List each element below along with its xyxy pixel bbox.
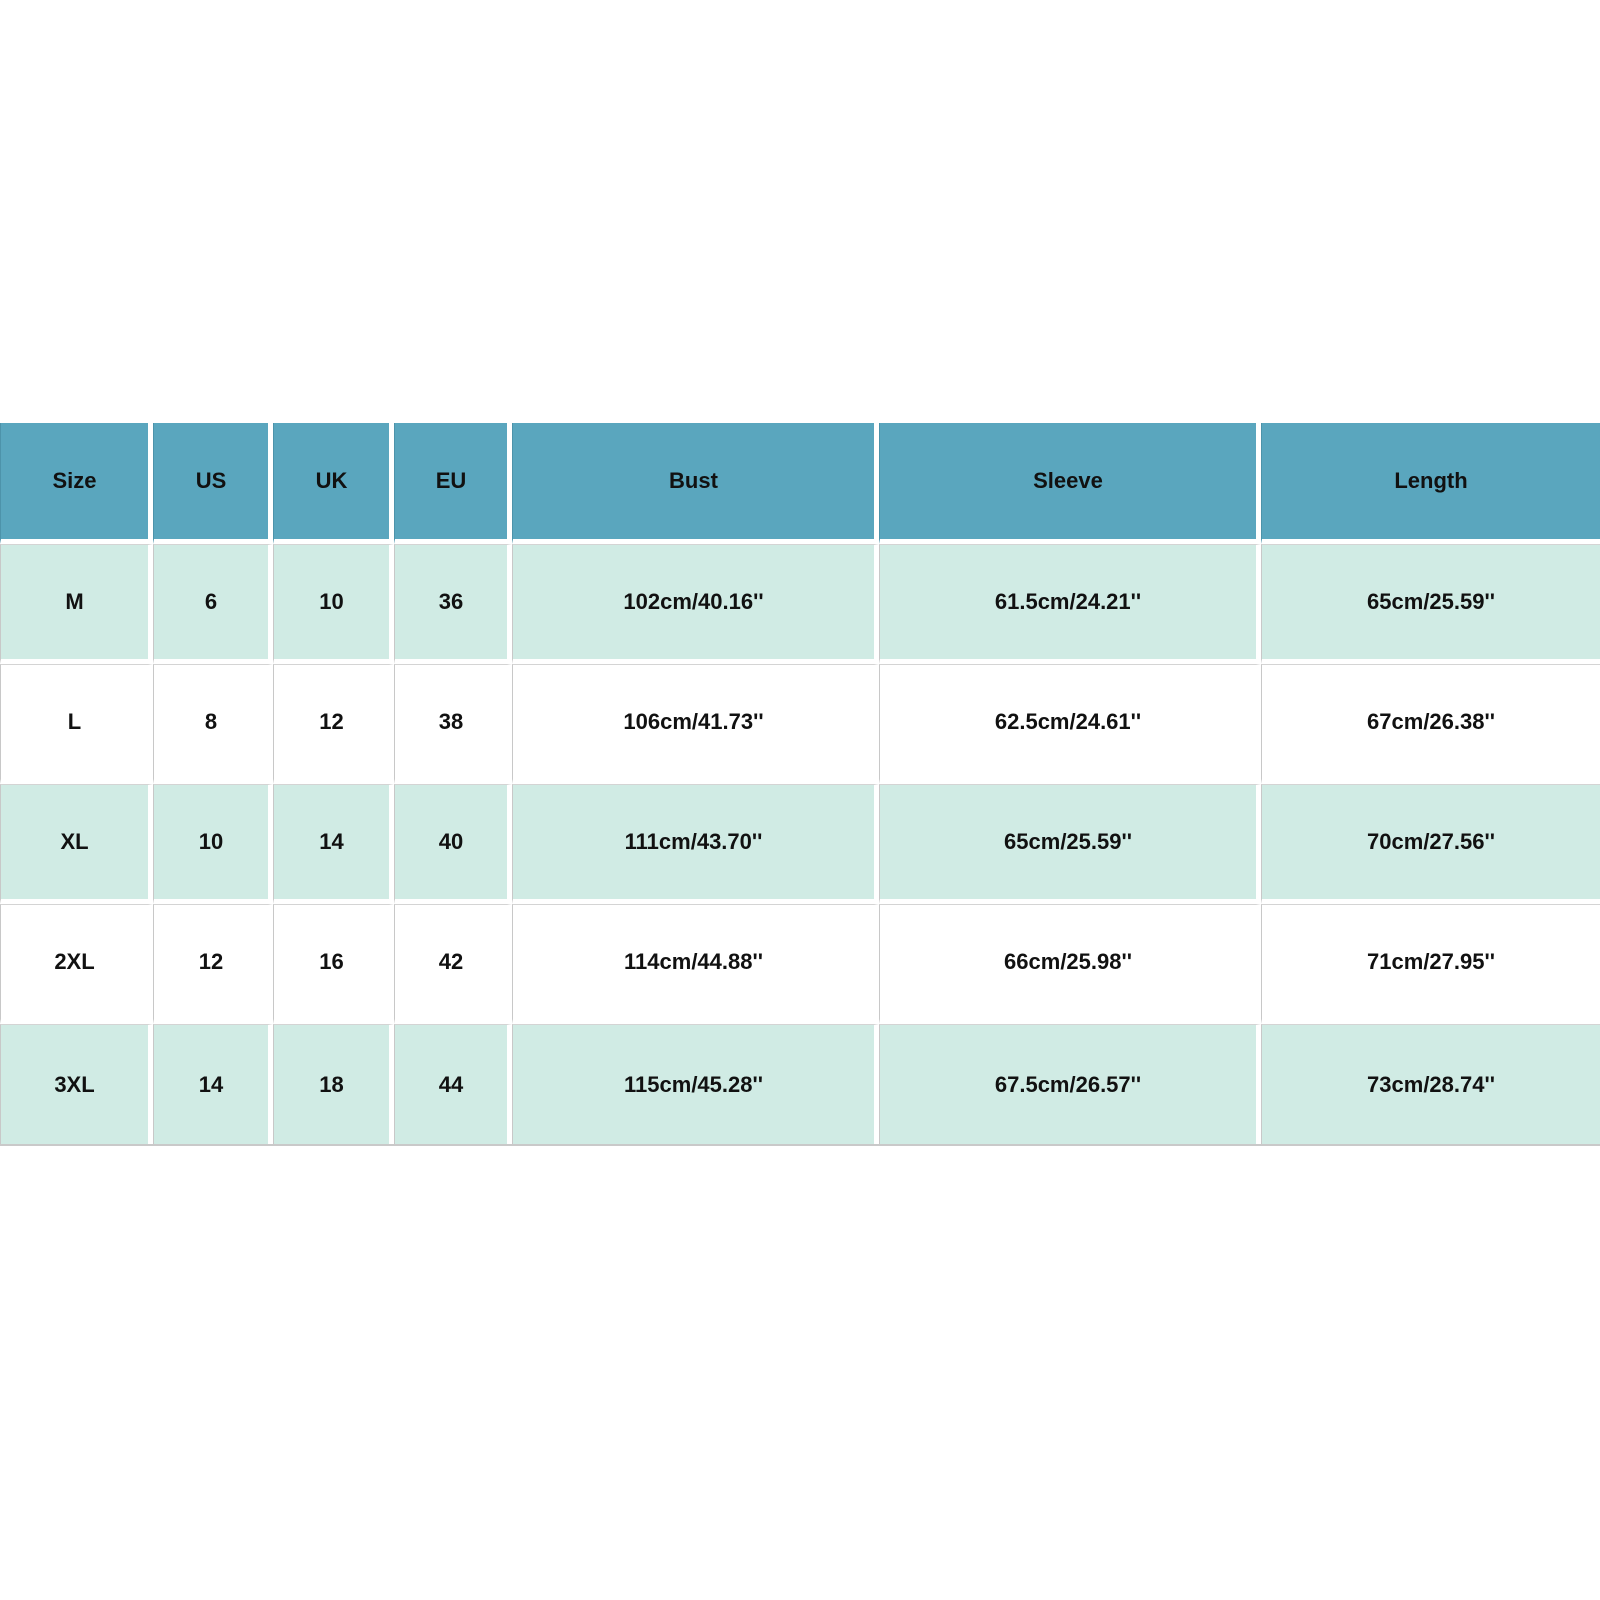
cell-uk: 16 xyxy=(273,904,394,1024)
cell-us: 12 xyxy=(153,904,273,1024)
header-sleeve: Sleeve xyxy=(879,423,1261,544)
header-us: US xyxy=(153,423,273,544)
cell-eu: 40 xyxy=(394,784,512,904)
cell-bust: 115cm/45.28'' xyxy=(512,1024,879,1144)
cell-eu: 42 xyxy=(394,904,512,1024)
table-row xyxy=(0,904,1600,1024)
cell-length: 73cm/28.74'' xyxy=(1261,1024,1600,1144)
header-bust: Bust xyxy=(512,423,879,544)
cell-length: 65cm/25.59'' xyxy=(1261,544,1600,664)
cell-us: 14 xyxy=(153,1024,273,1144)
cell-eu: 38 xyxy=(394,664,512,784)
cell-bust: 106cm/41.73'' xyxy=(512,664,879,784)
cell-sleeve: 65cm/25.59'' xyxy=(879,784,1261,904)
header-length: Length xyxy=(1261,423,1600,544)
table-body xyxy=(0,544,1600,1144)
cell-sleeve: 66cm/25.98'' xyxy=(879,904,1261,1024)
cell-us: 10 xyxy=(153,784,273,904)
cell-uk: 10 xyxy=(273,544,394,664)
cell-size: M xyxy=(0,544,153,664)
cell-eu: 36 xyxy=(394,544,512,664)
cell-us: 6 xyxy=(153,544,273,664)
header-uk: UK xyxy=(273,423,394,544)
cell-length: 70cm/27.56'' xyxy=(1261,784,1600,904)
cell-bust: 102cm/40.16'' xyxy=(512,544,879,664)
cell-length: 67cm/26.38'' xyxy=(1261,664,1600,784)
cell-size: 3XL xyxy=(0,1024,153,1144)
header-row xyxy=(0,423,1600,544)
cell-bust: 111cm/43.70'' xyxy=(512,784,879,904)
cell-size: 2XL xyxy=(0,904,153,1024)
cell-sleeve: 67.5cm/26.57'' xyxy=(879,1024,1261,1144)
header-size: Size xyxy=(0,423,153,544)
size-chart-table xyxy=(0,423,1600,1146)
table-row xyxy=(0,1024,1600,1144)
cell-size: XL xyxy=(0,784,153,904)
cell-length: 71cm/27.95'' xyxy=(1261,904,1600,1024)
cell-bust: 114cm/44.88'' xyxy=(512,904,879,1024)
cell-uk: 12 xyxy=(273,664,394,784)
cell-uk: 18 xyxy=(273,1024,394,1144)
table-row xyxy=(0,544,1600,664)
cell-us: 8 xyxy=(153,664,273,784)
cell-size: L xyxy=(0,664,153,784)
cell-eu: 44 xyxy=(394,1024,512,1144)
header-eu: EU xyxy=(394,423,512,544)
cell-uk: 14 xyxy=(273,784,394,904)
table-row xyxy=(0,784,1600,904)
table-header xyxy=(0,423,1600,544)
cell-sleeve: 62.5cm/24.61'' xyxy=(879,664,1261,784)
cell-sleeve: 61.5cm/24.21'' xyxy=(879,544,1261,664)
table-row xyxy=(0,664,1600,784)
